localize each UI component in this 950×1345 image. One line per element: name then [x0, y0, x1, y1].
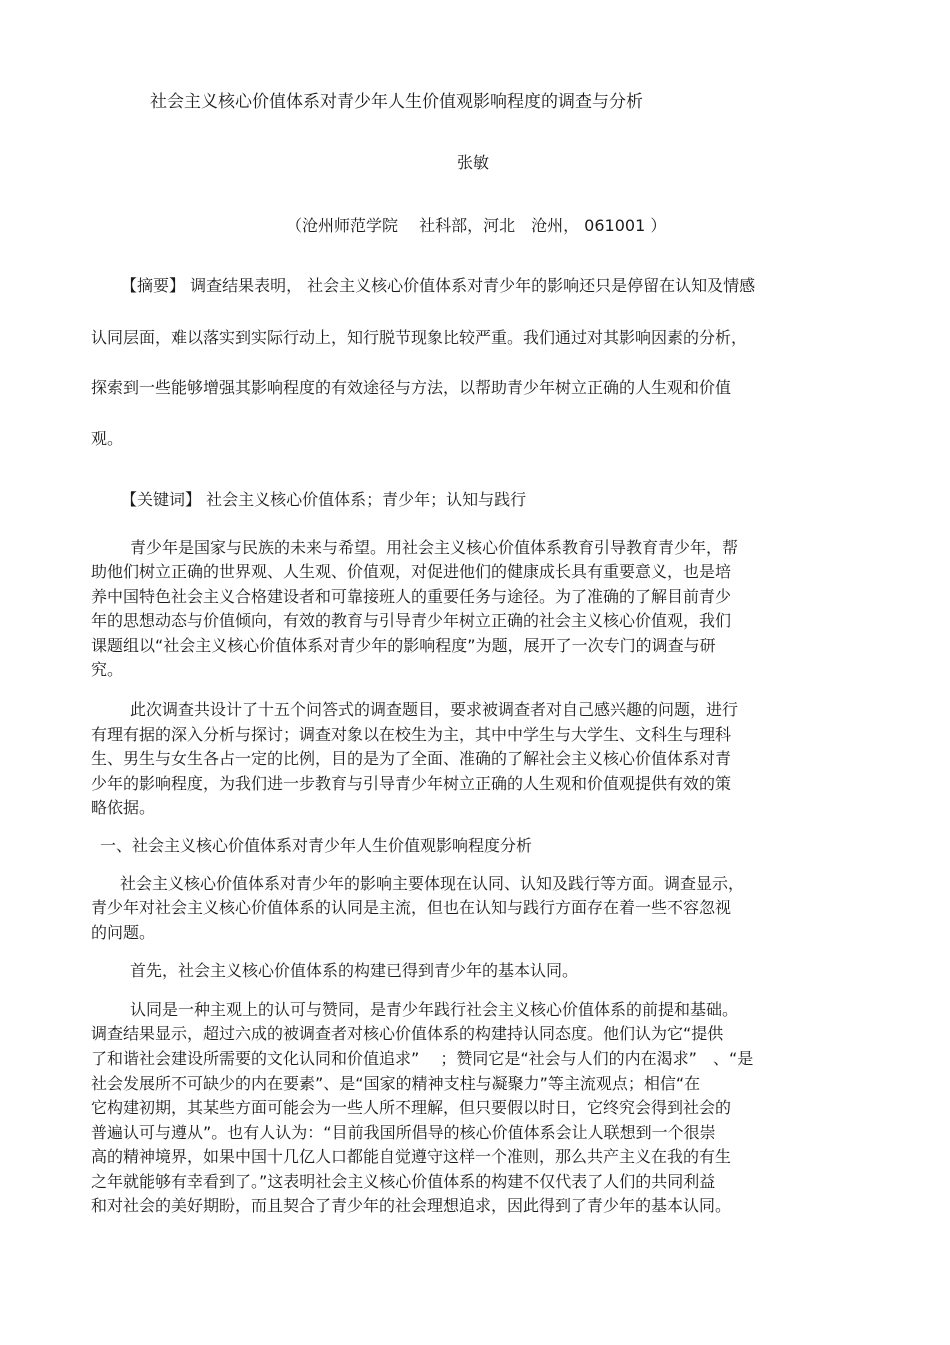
body-line: 社会发展所不可缺少的内在要素”、是“国家的精神支柱与凝聚力”等主流观点；相信“在: [91, 1074, 701, 1093]
body-line: 年的思想动态与价值倾向，有效的教育与引导青少年树立正确的社会主义核心价值观，我们: [91, 611, 732, 630]
body-line: 认同是一种主观上的认可与赞同，是青少年践行社会主义核心价值体系的前提和基础。: [130, 1000, 739, 1019]
section-heading: 一、社会主义核心价值体系对青少年人生价值观影响程度分析: [100, 836, 533, 855]
body-line: 有理有据的深入分析与探讨；调查对象以在校生为主，其中中学生与大学生、文科生与理科: [91, 725, 732, 744]
body-line: 它构建初期，其某些方面可能会为一些人所不理解，但只要假以时日，它终究会得到社会的: [91, 1098, 732, 1117]
body-line: 首先，社会主义核心价值体系的构建已得到青少年的基本认同。: [130, 961, 579, 980]
body-line: 之年就能够有幸看到了。”这表明社会主义核心价值体系的构建不仅代表了人们的共同利益: [91, 1172, 716, 1191]
affiliation: （沧州师范学院 社科部，河北 沧州， 061001 ）: [286, 216, 667, 235]
author: 张敏: [457, 153, 490, 172]
body-line: 生、男生与女生各占一定的比例，目的是为了全面、准确的了解社会主义核心价值体系对青: [91, 749, 732, 768]
keywords: 【关键词】 社会主义核心价值体系；青少年；认知与践行: [121, 490, 527, 509]
body-line: 和对社会的美好期盼，而且契合了青少年的社会理想追求，因此得到了青少年的基本认同。: [91, 1196, 732, 1215]
body-line: 调查结果显示，超过六成的被调查者对核心价值体系的构建持认同态度。他们认为它“提供: [91, 1024, 724, 1043]
body-line: 青少年是国家与民族的未来与希望。用社会主义核心价值体系教育引导教育青少年，帮: [130, 538, 739, 557]
paper-title: 社会主义核心价值体系对青少年人生价值观影响程度的调查与分析: [150, 92, 643, 112]
abstract-line: 认同层面，难以落实到实际行动上，知行脱节现象比较严重。我们通过对其影响因素的分析，: [91, 328, 748, 347]
body-line: 青少年对社会主义核心价值体系的认同是主流，但也在认知与践行方面存在着一些不容忽视: [91, 898, 732, 917]
body-line: 究。: [91, 660, 124, 679]
body-line: 略依据。: [91, 798, 156, 817]
body-line: 课题组以“社会主义核心价值体系对青少年的影响程度”为题，展开了一次专门的调查与研: [91, 636, 716, 655]
body-line: 少年的影响程度，为我们进一步教育与引导青少年树立正确的人生观和价值观提供有效的策: [91, 774, 732, 793]
body-line: 社会主义核心价值体系对青少年的影响主要体现在认同、认知及践行等方面。调查显示，: [120, 874, 745, 893]
body-line: 高的精神境界，如果中国十几亿人口都能自觉遵守这样一个准则，那么共产主义在我的有生: [91, 1147, 732, 1166]
body-line: 此次调查共设计了十五个问答式的调查题目，要求被调查者对自己感兴趣的问题，进行: [130, 700, 739, 719]
body-line: 普遍认可与遵从”。也有人认为：“目前我国所倡导的核心价值体系会让人联想到一个很崇: [91, 1123, 716, 1142]
body-line: 的问题。: [91, 923, 156, 942]
abstract-line: 【摘要】 调查结果表明， 社会主义核心价值体系对青少年的影响还只是停留在认知及情感: [121, 276, 756, 295]
abstract-line: 探索到一些能够增强其影响程度的有效途径与方法，以帮助青少年树立正确的人生观和价值: [91, 378, 732, 397]
abstract-line: 观。: [91, 429, 124, 448]
body-line: 了和谐社会建设所需要的文化认同和价值追求” ；赞同它是“社会与人们的内在渴求” 、“是: [91, 1049, 754, 1068]
body-line: 助他们树立正确的世界观、人生观、价值观，对促进他们的健康成长具有重要意义，也是培: [91, 562, 732, 581]
body-line: 养中国特色社会主义合格建设者和可靠接班人的重要任务与途径。为了准确的了解目前青少: [91, 587, 732, 606]
